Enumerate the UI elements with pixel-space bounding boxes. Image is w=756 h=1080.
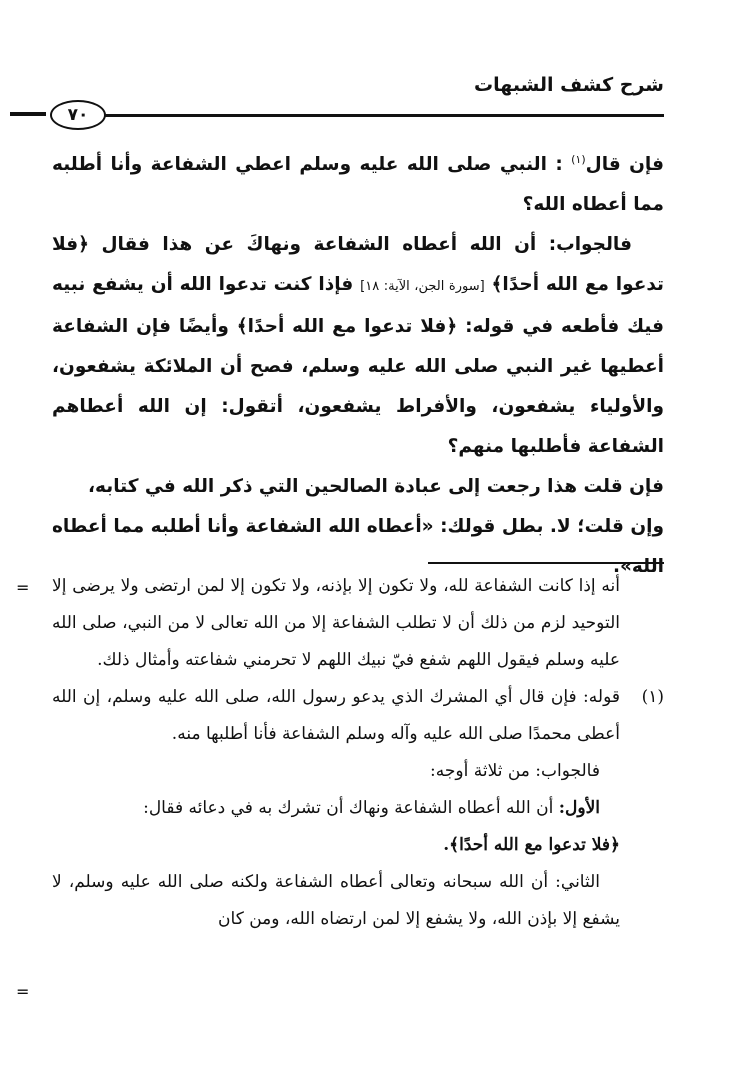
- footnote-continued-text: أنه إذا كانت الشفاعة لله، ولا تكون إلا بإذنه، ولا تكون إلا لمن ارتضى ولا يرضى إلا التوحيد لزم من ذلك أن لا تطلب الشفاعة إلا من الله تعالى لا من النبي، صلى الله عليه وسلم فيقول اللهم شفع فيّ نبيك اللهم لا تحرمني شفاعته وأمثال ذلك.: [52, 576, 620, 670]
- main-paragraph: [52, 467, 664, 507]
- continuation-mark: =: [16, 982, 30, 1001]
- main-paragraph: [52, 140, 664, 225]
- footnote-answer-intro: فالجواب: من ثلاثة أوجه:: [430, 761, 600, 781]
- main-text: [52, 140, 664, 587]
- footnote-point-first: [52, 790, 664, 827]
- footnote-point-second: [52, 864, 664, 938]
- point-label: الأول:: [558, 798, 600, 818]
- point-text: أن الله سبحانه وتعالى أعطاه الشفاعة ولكنه صلى الله عليه وسلم، لا يشفع إلا بإذن الله، ولا يشفع إلا لمن ارتضاه الله، ومن كان: [52, 872, 620, 929]
- main-paragraph: [52, 225, 664, 467]
- point-label: الثاني:: [555, 872, 601, 892]
- footnote-ref: (١): [571, 153, 586, 166]
- paragraph-text: : النبي صلى الله عليه وسلم اعطي الشفاعة وأنا أطلبه مما أعطاه الله؟: [52, 154, 664, 216]
- footnote-1: [52, 679, 664, 753]
- header-dash: [10, 112, 46, 116]
- point-text: أن الله أعطاه الشفاعة ونهاك أن تشرك به في دعائه فقال:: [143, 798, 554, 818]
- continuation-mark: =: [16, 578, 30, 597]
- footnote-separator: [428, 562, 664, 564]
- book-title: شرح كشف الشبهات: [474, 74, 664, 96]
- footnote-verse: ﴿فلا تدعوا مع الله أحدًا﴾.: [443, 835, 620, 855]
- footnote-text: قوله: فإن قال أي المشرك الذي يدعو رسول الله، صلى الله عليه وسلم، إن الله أعطى محمدًا صلى الله عليه وآله وسلم الشفاعة فأنا أطلبها منه.: [52, 687, 620, 744]
- paragraph-lead: فإن قال: [585, 154, 664, 176]
- footnote-number: (١): [641, 687, 664, 707]
- footnotes: [52, 568, 664, 938]
- paragraph-text: فإذا كنت تدعوا الله أن يشفع نبيه فيك فأطعه في قوله: ﴿فلا تدعوا مع الله أحدًا﴾ وأيضًا فإن الشفاعة أعطيها غير النبي صلى الله عليه وسلم، فصح أن الملائكة يشفعون، والأولياء يشفعون، والأفراط يشفعون، أتقول: إن الله أعطاهم الشفاعة فأطلبها منهم؟: [52, 274, 664, 458]
- page-number: ٧٠: [50, 100, 106, 130]
- header-rule: [104, 114, 664, 117]
- paragraph-text: فالجواب: أن الله أعطاه الشفاعة ونهاكَ عن هذا فقال ﴿فلا تدعوا مع الله أحدًا﴾: [52, 234, 664, 296]
- paragraph-text: فإن قلت هذا رجعت إلى عبادة الصالحين التي ذكر الله في كتابه،: [88, 476, 664, 498]
- paragraph-text: وإن قلت؛ لا. بطل قولك: «أعطاه الله الشفاعة وأنا أطلبه مما أعطاه الله».: [52, 516, 664, 578]
- page-header: [64, 74, 664, 134]
- quran-reference: [سورة الجن، الآية: ١٨]: [360, 279, 485, 295]
